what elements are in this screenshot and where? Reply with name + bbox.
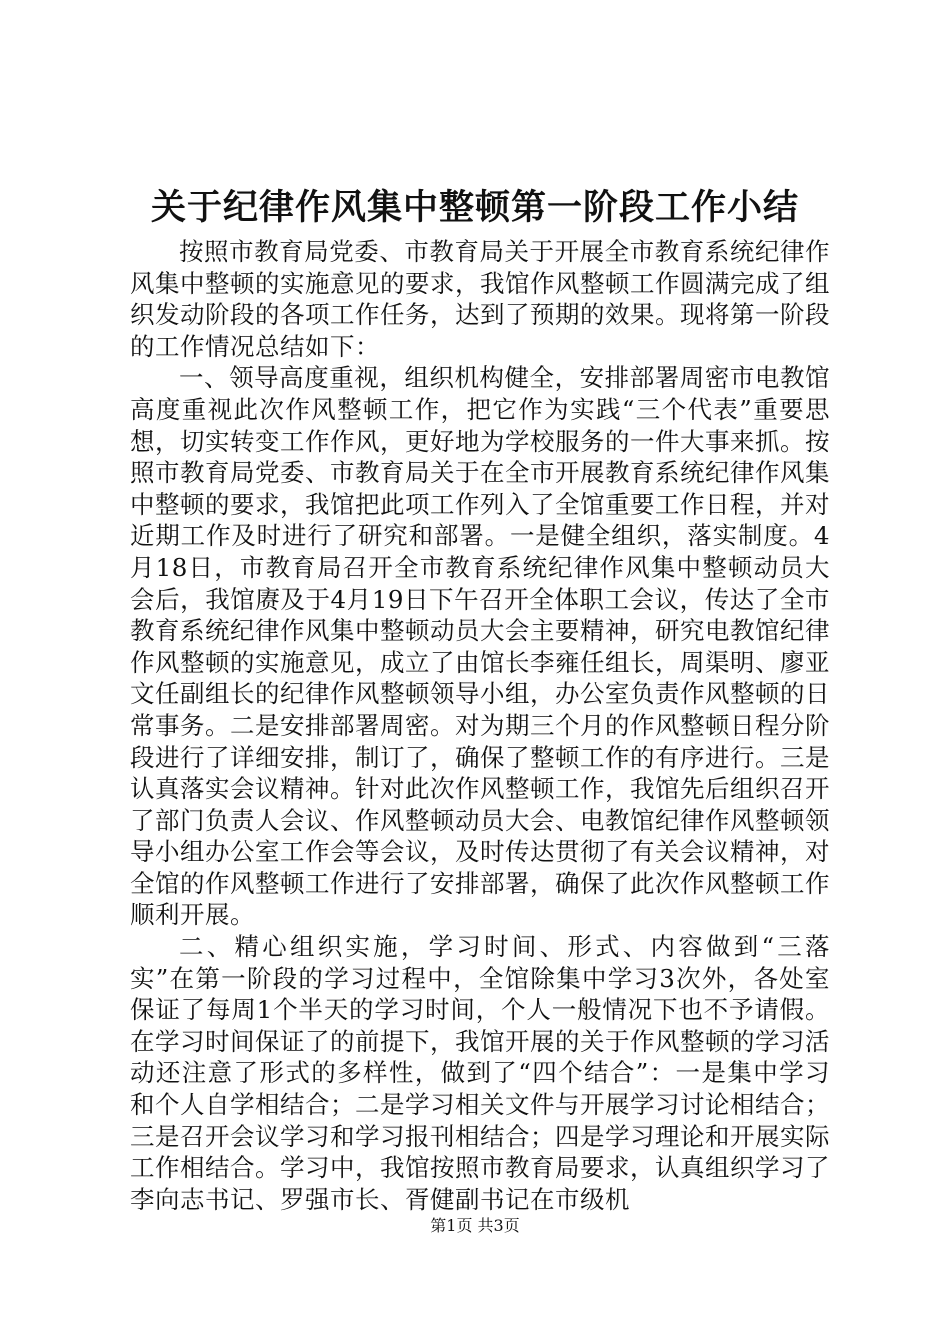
paragraph-section-2: 二、精心组织实施，学习时间、形式、内容做到“三落实”在第一阶段的学习过程中，全馆除集中学习3次外，各处室保证了每周1个半天的学习时间，个人一般情况下也不予请假。在学习时间保证了的前提下，我馆开展的关于作风整顿的学习活动还注意了形式的多样性，做到了“四个结合”：一是集中学习和个人自学相结合；二是学习相关文件与开展学习讨论相结合；三是召开会议学习和学习报刊相结合；四是学习理论和开展实际工作相结合。学习中，我馆按照市教育局要求，认真组织学习了李向志书记、罗强市长、胥健副书记在市级机 [130,932,830,1214]
paragraph-intro: 按照市教育局党委、市教育局关于开展全市教育系统纪律作风集中整顿的实施意见的要求，我馆作风整顿工作圆满完成了组织发动阶段的各项工作任务，达到了预期的效果。现将第一阶段的工作情况总结如下： [130,237,830,361]
paragraph-section-1: 一、领导高度重视，组织机构健全，安排部署周密市电教馆高度重视此次作风整顿工作，把它作为实践“三个代表”重要思想，切实转变工作作风，更好地为学校服务的一件大事来抓。按照市教育局党委、市教育局关于在全市开展教育系统纪律作风集中整顿的要求，我馆把此项工作列入了全馆重要工作日程，并对近期工作及时进行了研究和部署。一是健全组织，落实制度。4月18日，市教育局召开全市教育系统纪律作风集中整顿动员大会后，我馆赓及于4月19日下午召开全体职工会议，传达了全市教育系统纪律作风集中整顿动员大会主要精神，研究电教馆纪律作风整顿的实施意见，成立了由馆长李雍任组长，周渠明、廖亚文任副组长的纪律作风整顿领导小组，办公室负责作风整顿的日常事务。二是安排部署周密。对为期三个月的作风整顿日程分阶段进行了详细安排，制订了，确保了整顿工作的有序进行。三是认真落实会议精神。针对此次作风整顿工作，我馆先后组织召开了部门负责人会议、作风整顿动员大会、电教馆纪律作风整顿领导小组办公室工作会等会议，及时传达贯彻了有关会议精神，对全馆的作风整顿工作进行了安排部署，确保了此次作风整顿工作顺利开展。 [130,363,830,930]
document-body [130,236,830,1215]
page-footer: 第1页 共3页 [430,1216,520,1235]
document-title: 关于纪律作风集中整顿第一阶段工作小结 [150,187,799,228]
